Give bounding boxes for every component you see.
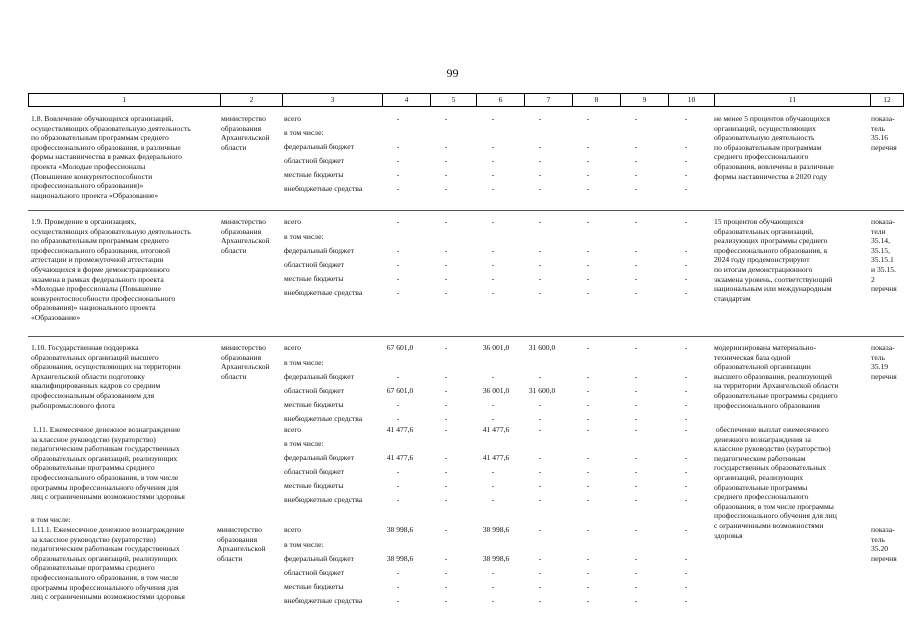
value-cell: - <box>491 260 495 269</box>
value-cell: - <box>538 495 542 504</box>
value-cell: - <box>634 400 638 409</box>
value-cell: - <box>491 170 495 179</box>
value-cell: - <box>684 274 688 283</box>
funding-including-label: в том числе: <box>284 439 324 448</box>
value-cell: - <box>538 414 542 423</box>
value-cell: - <box>491 400 495 409</box>
result-text: обеспечение выплат ежемесячного денежного вознаграждения за классное руководство (кураторство) педагогическим работникам государственных образовательных организаций, реализующих образовательные программы среднего профессионального образования, в том числе программы профессионального обучения для лиц с ограниченными возможностями здоровья <box>714 425 837 540</box>
funding-federal-label: федеральный бюджет <box>284 372 354 381</box>
value-cell: - <box>538 156 542 165</box>
funding-including-label: в том числе: <box>284 232 324 241</box>
value-cell: - <box>396 582 400 591</box>
value-cell: 38 998,6 <box>482 554 510 563</box>
value-cell: - <box>444 184 448 193</box>
value-cell: 41 477,6 <box>386 425 414 434</box>
value-cell: - <box>491 596 495 605</box>
value-cell: - <box>444 582 448 591</box>
value-cell: - <box>684 260 688 269</box>
activity-text: 1.10. Государственная поддержка образовательных организаций высшего образования, осуществляющих на территории Архангельской области подготовку квалифицированных кадров со средним профессиональным образованием для рыбопромыслового флота <box>31 343 181 410</box>
header-col-4: 4 <box>382 94 430 106</box>
value-cell: - <box>444 453 448 462</box>
value-cell: - <box>491 481 495 490</box>
value-cell: - <box>634 372 638 381</box>
value-cell: - <box>684 142 688 151</box>
value-cell: - <box>684 481 688 490</box>
funding-federal-label: федеральный бюджет <box>284 142 354 151</box>
value-cell: - <box>684 246 688 255</box>
value-cell: - <box>491 246 495 255</box>
value-cell: 31 600,0 <box>528 343 556 352</box>
value-cell: - <box>684 114 688 123</box>
value-cell: - <box>396 184 400 193</box>
value-cell: - <box>634 495 638 504</box>
executor-text: министерство образования Архангельской области <box>217 525 266 563</box>
header-col-11: 11 <box>714 94 870 106</box>
funding-total-label: всего <box>284 425 302 434</box>
header-col-6: 6 <box>476 94 524 106</box>
value-cell: - <box>634 386 638 395</box>
value-cell: - <box>491 372 495 381</box>
value-cell: - <box>684 525 688 534</box>
value-cell: - <box>634 481 638 490</box>
row-separator <box>28 336 904 337</box>
value-cell: 67 601,0 <box>386 343 414 352</box>
value-cell: - <box>586 372 590 381</box>
value-cell: - <box>684 495 688 504</box>
value-cell: - <box>538 525 542 534</box>
value-cell: - <box>538 170 542 179</box>
value-cell: - <box>444 554 448 563</box>
value-cell: - <box>684 414 688 423</box>
value-cell: - <box>538 142 542 151</box>
value-cell: - <box>444 467 448 476</box>
page-number: 99 <box>446 66 459 80</box>
value-cell: - <box>444 156 448 165</box>
value-cell: - <box>444 170 448 179</box>
value-cell: - <box>538 582 542 591</box>
value-cell: - <box>444 596 448 605</box>
value-cell: - <box>586 274 590 283</box>
value-cell: - <box>586 495 590 504</box>
value-cell: - <box>396 156 400 165</box>
value-cell: - <box>396 217 400 226</box>
funding-regional-label: областной бюджет <box>284 260 344 269</box>
value-cell: 41 477,6 <box>482 425 510 434</box>
value-cell: - <box>396 372 400 381</box>
funding-including-label: в том числе: <box>284 128 324 137</box>
value-cell: - <box>538 260 542 269</box>
value-cell: 38 998,6 <box>386 525 414 534</box>
value-cell: - <box>491 274 495 283</box>
funding-regional-label: областной бюджет <box>284 386 344 395</box>
value-cell: - <box>444 343 448 352</box>
header-col-2: 2 <box>220 94 282 106</box>
value-cell: - <box>634 596 638 605</box>
value-cell: - <box>634 582 638 591</box>
value-cell: 31 600,0 <box>528 386 556 395</box>
value-cell: - <box>444 386 448 395</box>
value-cell: - <box>444 525 448 534</box>
value-cell: - <box>634 184 638 193</box>
value-cell: - <box>684 582 688 591</box>
value-cell: - <box>491 495 495 504</box>
value-cell: - <box>634 453 638 462</box>
value-cell: - <box>444 142 448 151</box>
value-cell: - <box>586 400 590 409</box>
activity-text: 1.11. Ежемесячное денежное вознаграждение за классное руководство (кураторство) педагогическим работникам государственных образовательных организаций, реализующих образовательные программы среднего профессионального образования, в том числе программы профессионального обучения для лиц с ограниченными возможностями здоровья <box>31 425 185 502</box>
value-cell: - <box>491 414 495 423</box>
value-cell: - <box>396 274 400 283</box>
funding-total-label: всего <box>284 343 302 352</box>
value-cell: - <box>634 114 638 123</box>
value-cell: - <box>586 217 590 226</box>
value-cell: - <box>396 414 400 423</box>
indicator-text: показа- тель 35.16 перечня <box>871 114 897 152</box>
value-cell: - <box>491 467 495 476</box>
value-cell: - <box>396 467 400 476</box>
header-col-10: 10 <box>668 94 714 106</box>
header-col-12: 12 <box>870 94 904 106</box>
value-cell: - <box>444 568 448 577</box>
activity-text: 1.11.1. Ежемесячное денежное вознаграждение за классное руководство (кураторство) педагогическим работникам государственных образовательных организаций, реализующих образовательные программы среднего профессионального образования, в том числе программы профессионального обучения для лиц с ограниченными возможностями здоровья <box>31 525 185 602</box>
funding-extra-label: внебюджетные средства <box>284 495 363 504</box>
funding-local-label: местные бюджеты <box>284 400 344 409</box>
header-col-1: 1 <box>28 94 220 106</box>
value-cell: - <box>538 400 542 409</box>
funding-total-label: всего <box>284 217 302 226</box>
value-cell: - <box>396 568 400 577</box>
value-cell: - <box>684 217 688 226</box>
header-col-8: 8 <box>572 94 620 106</box>
value-cell: - <box>444 400 448 409</box>
value-cell: - <box>444 372 448 381</box>
value-cell: - <box>684 467 688 476</box>
funding-including-label: в том числе: <box>284 358 324 367</box>
value-cell: - <box>444 288 448 297</box>
funding-extra-label: внебюджетные средства <box>284 288 363 297</box>
header-col-9: 9 <box>620 94 668 106</box>
value-cell: - <box>586 453 590 462</box>
header-col-5: 5 <box>430 94 476 106</box>
value-cell: - <box>444 481 448 490</box>
value-cell: - <box>684 554 688 563</box>
value-cell: - <box>444 246 448 255</box>
value-cell: - <box>586 170 590 179</box>
funding-including-label: в том числе: <box>284 540 324 549</box>
value-cell: - <box>491 156 495 165</box>
value-cell: - <box>491 582 495 591</box>
value-cell: - <box>538 114 542 123</box>
value-cell: - <box>444 217 448 226</box>
value-cell: - <box>538 372 542 381</box>
value-cell: - <box>684 170 688 179</box>
funding-local-label: местные бюджеты <box>284 274 344 283</box>
executor-text: министерство образования Архангельской области <box>221 114 270 152</box>
header-col-3: 3 <box>282 94 382 106</box>
value-cell: - <box>538 467 542 476</box>
value-cell: - <box>586 184 590 193</box>
value-cell: 36 001,0 <box>482 343 510 352</box>
value-cell: - <box>586 582 590 591</box>
result-text: не менее 5 процентов обучающихся организаций, осуществляющих образовательную деятельность по образовательным программам среднего профессионального образования, вовлечены в различные формы наставничества в 2020 году <box>714 114 834 181</box>
value-cell: - <box>396 288 400 297</box>
value-cell: - <box>396 142 400 151</box>
value-cell: - <box>684 184 688 193</box>
value-cell: - <box>444 414 448 423</box>
value-cell: - <box>538 288 542 297</box>
value-cell: - <box>634 554 638 563</box>
value-cell: - <box>634 425 638 434</box>
value-cell: - <box>586 414 590 423</box>
executor-text: министерство образования Архангельской области <box>221 343 270 381</box>
value-cell: - <box>538 453 542 462</box>
activity-text: 1.9. Проведение в организациях, осуществляющих образовательную деятельность по образовательным программам среднего профессионального образования, итоговой аттестации и промежуточной аттестации обучающихся в форме демонстрационного экзамена в рамках федерального проекта «Молодые профессионалы (Повышение конкурентоспособности профессионального образования)» национального проекта «Образование» <box>31 217 191 322</box>
value-cell: - <box>586 525 590 534</box>
value-cell: - <box>538 274 542 283</box>
funding-federal-label: федеральный бюджет <box>284 554 354 563</box>
value-cell: - <box>634 274 638 283</box>
funding-local-label: местные бюджеты <box>284 481 344 490</box>
value-cell: - <box>538 481 542 490</box>
value-cell: - <box>396 596 400 605</box>
row-separator <box>28 210 904 211</box>
value-cell: - <box>491 184 495 193</box>
value-cell: - <box>491 568 495 577</box>
value-cell: 38 998,6 <box>482 525 510 534</box>
value-cell: - <box>684 372 688 381</box>
value-cell: - <box>444 495 448 504</box>
value-cell: - <box>684 156 688 165</box>
value-cell: - <box>586 114 590 123</box>
value-cell: - <box>538 596 542 605</box>
funding-regional-label: областной бюджет <box>284 568 344 577</box>
executor-text: министерство образования Архангельской области <box>221 217 270 255</box>
value-cell: - <box>538 568 542 577</box>
value-cell: - <box>684 425 688 434</box>
result-text: модернизирована материально- техническая база одной образовательной организации высшего образования, реализующей на территории Архангельской области образовательные программы среднего профессионального образования <box>714 343 839 410</box>
value-cell: - <box>684 288 688 297</box>
indicator-text: показа- тель 35.19 перечня <box>871 343 897 381</box>
indicator-text: показа- тели 35.14, 35.15, 35.15.1 и 35.15. 2 перечня <box>871 217 897 294</box>
value-cell: - <box>634 217 638 226</box>
value-cell: - <box>586 554 590 563</box>
value-cell: - <box>444 274 448 283</box>
funding-extra-label: внебюджетные средства <box>284 596 363 605</box>
value-cell: - <box>634 525 638 534</box>
funding-regional-label: областной бюджет <box>284 467 344 476</box>
funding-extra-label: внебюджетные средства <box>284 184 363 193</box>
value-cell: - <box>538 184 542 193</box>
value-cell: - <box>538 246 542 255</box>
value-cell: - <box>491 142 495 151</box>
funding-local-label: местные бюджеты <box>284 582 344 591</box>
value-cell: - <box>491 217 495 226</box>
value-cell: - <box>586 260 590 269</box>
funding-federal-label: федеральный бюджет <box>284 453 354 462</box>
value-cell: - <box>634 170 638 179</box>
value-cell: - <box>538 217 542 226</box>
value-cell: - <box>586 425 590 434</box>
indicator-text: показа- тель 35.20 перечня <box>871 525 897 563</box>
value-cell: 36 001,0 <box>482 386 510 395</box>
value-cell: - <box>538 425 542 434</box>
funding-federal-label: федеральный бюджет <box>284 246 354 255</box>
value-cell: - <box>634 142 638 151</box>
table-header-row <box>28 93 904 107</box>
value-cell: - <box>684 596 688 605</box>
value-cell: - <box>396 170 400 179</box>
subheading-text: в том числе: <box>31 515 71 524</box>
value-cell: 67 601,0 <box>386 386 414 395</box>
value-cell: - <box>684 386 688 395</box>
value-cell: - <box>396 481 400 490</box>
value-cell: - <box>586 481 590 490</box>
value-cell: - <box>586 156 590 165</box>
value-cell: - <box>586 288 590 297</box>
value-cell: - <box>538 554 542 563</box>
funding-total-label: всего <box>284 114 302 123</box>
value-cell: - <box>586 142 590 151</box>
funding-regional-label: областной бюджет <box>284 156 344 165</box>
value-cell: - <box>444 114 448 123</box>
value-cell: - <box>634 467 638 476</box>
value-cell: - <box>586 386 590 395</box>
value-cell: - <box>684 453 688 462</box>
value-cell: - <box>634 343 638 352</box>
value-cell: - <box>634 414 638 423</box>
funding-local-label: местные бюджеты <box>284 170 344 179</box>
value-cell: - <box>634 156 638 165</box>
value-cell: - <box>396 495 400 504</box>
value-cell: - <box>396 246 400 255</box>
activity-text: 1.8. Вовлечение обучающихся организаций, осуществляющих образовательную деятельность по образовательным программам среднего профессионального образования, в различные формы наставничества в рамках федерального проекта «Молодые профессионалы (Повышение конкурентоспособности профессионального образования)» национального проекта «Образование» <box>31 114 191 200</box>
value-cell: - <box>491 114 495 123</box>
value-cell: - <box>586 246 590 255</box>
value-cell: - <box>586 596 590 605</box>
value-cell: 41 477,6 <box>386 453 414 462</box>
value-cell: - <box>634 246 638 255</box>
header-col-7: 7 <box>524 94 572 106</box>
result-text: 15 процентов обучающихся образовательных организаций, реализующих программы среднего профессионального образования, к 2024 году продемонстрируют по итогам демонстрационного экзамена уровень, соответствующий национальным или международным стандартам <box>714 217 833 303</box>
value-cell: - <box>684 343 688 352</box>
value-cell: - <box>586 568 590 577</box>
funding-total-label: всего <box>284 525 302 534</box>
value-cell: - <box>444 260 448 269</box>
value-cell: - <box>586 467 590 476</box>
value-cell: - <box>444 425 448 434</box>
value-cell: 41 477,6 <box>482 453 510 462</box>
value-cell: - <box>491 288 495 297</box>
value-cell: - <box>586 343 590 352</box>
value-cell: 38 998,6 <box>386 554 414 563</box>
value-cell: - <box>634 260 638 269</box>
value-cell: - <box>684 568 688 577</box>
value-cell: - <box>634 288 638 297</box>
value-cell: - <box>396 400 400 409</box>
value-cell: - <box>396 260 400 269</box>
value-cell: - <box>396 114 400 123</box>
value-cell: - <box>684 400 688 409</box>
funding-extra-label: внебюджетные средства <box>284 414 363 423</box>
value-cell: - <box>634 568 638 577</box>
